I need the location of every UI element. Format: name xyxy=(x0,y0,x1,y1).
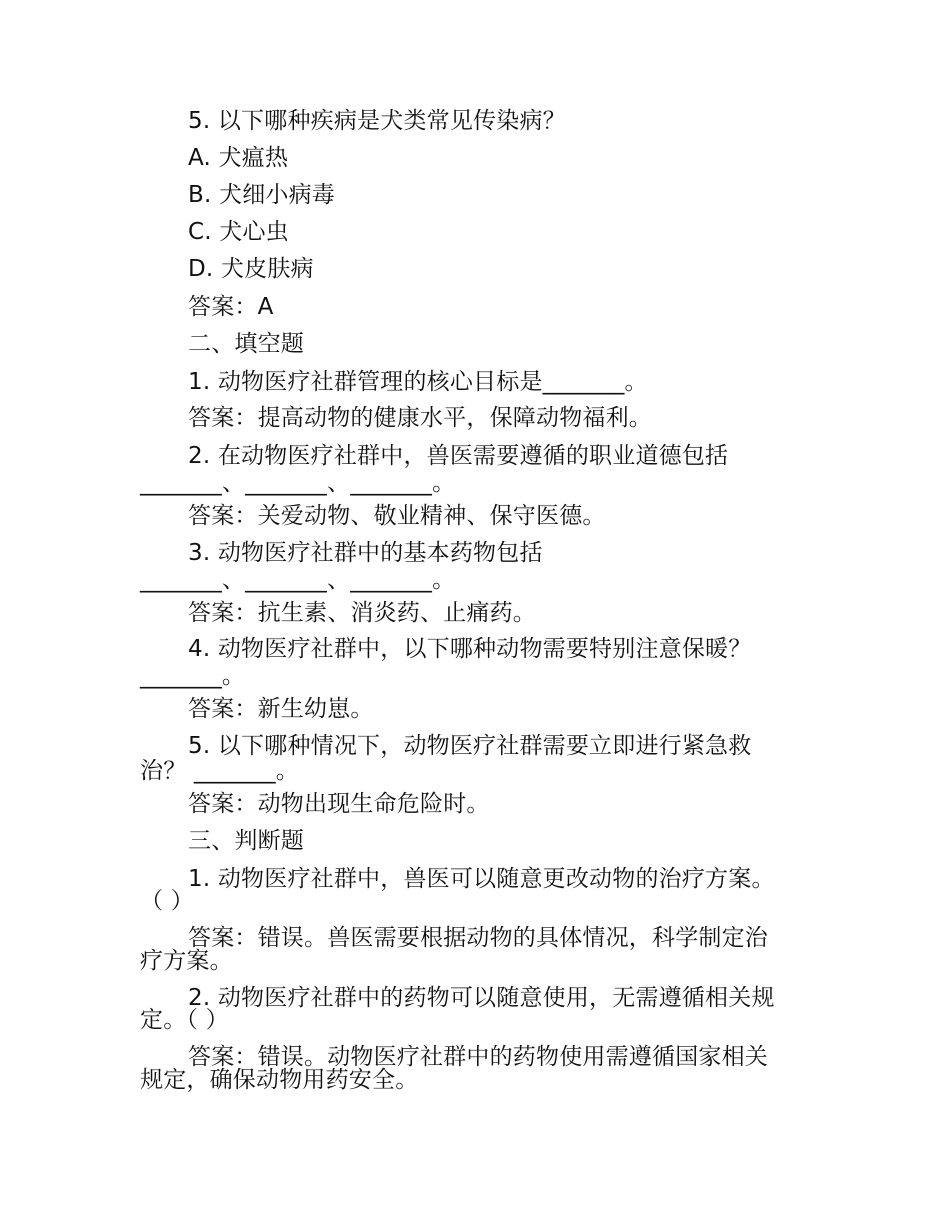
fill-question-2: 2. 在动物医疗社群中，兽医需要遵循的职业道德包括 xyxy=(188,443,729,469)
fill-question-2-blanks: _______、_______、_______。 xyxy=(140,470,456,496)
fill-answer-4: 答案：新生幼崽。 xyxy=(188,696,374,722)
fill-question-1: 1. 动物医疗社群管理的核心目标是_______。 xyxy=(188,369,648,395)
answer-5: 答案：A xyxy=(188,294,274,320)
option-a: A. 犬瘟热 xyxy=(188,145,289,171)
tf-question-2-cont: 定。（ ） xyxy=(140,1007,229,1033)
tf-answer-2-cont: 规定，确保动物用药安全。 xyxy=(140,1067,419,1093)
fill-question-4-blank: _______。 xyxy=(140,663,246,689)
tf-answer-1-cont: 疗方案。 xyxy=(140,948,233,974)
fill-question-3-blanks: _______、_______、_______。 xyxy=(140,567,456,593)
fill-question-3: 3. 动物医疗社群中的基本药物包括 xyxy=(188,540,543,566)
tf-question-1-bracket: （ ） xyxy=(140,888,194,914)
fill-question-5: 5. 以下哪种情况下，动物医疗社群需要立即进行紧急救 xyxy=(188,733,752,759)
section-heading-true-false: 三、判断题 xyxy=(188,828,304,854)
tf-answer-2: 答案：错误。动物医疗社群中的药物使用需遵循国家相关 xyxy=(188,1044,768,1070)
tf-question-2: 2. 动物医疗社群中的药物可以随意使用，无需遵循相关规 xyxy=(188,985,775,1011)
tf-answer-1: 答案：错误。兽医需要根据动物的具体情况，科学制定治 xyxy=(188,925,768,951)
fill-question-5-cont: 治？ _______。 xyxy=(140,758,300,784)
fill-answer-1: 答案：提高动物的健康水平，保障动物福利。 xyxy=(188,405,652,431)
option-b: B. 犬细小病毒 xyxy=(188,182,336,208)
section-heading-fill-in: 二、填空题 xyxy=(188,331,304,357)
option-d: D. 犬皮肤病 xyxy=(188,256,314,282)
fill-question-4: 4. 动物医疗社群中，以下哪种动物需要特别注意保暖？ xyxy=(188,636,752,662)
tf-question-1: 1. 动物医疗社群中，兽医可以随意更改动物的治疗方案。 xyxy=(188,866,775,892)
option-c: C. 犬心虫 xyxy=(188,219,289,245)
fill-answer-2: 答案：关爱动物、敬业精神、保守医德。 xyxy=(188,503,606,529)
fill-answer-5: 答案：动物出现生命危险时。 xyxy=(188,791,490,817)
question-5-text: 5. 以下哪种疾病是犬类常见传染病？ xyxy=(188,108,566,134)
fill-answer-3: 答案：抗生素、消炎药、止痛药。 xyxy=(188,600,536,626)
